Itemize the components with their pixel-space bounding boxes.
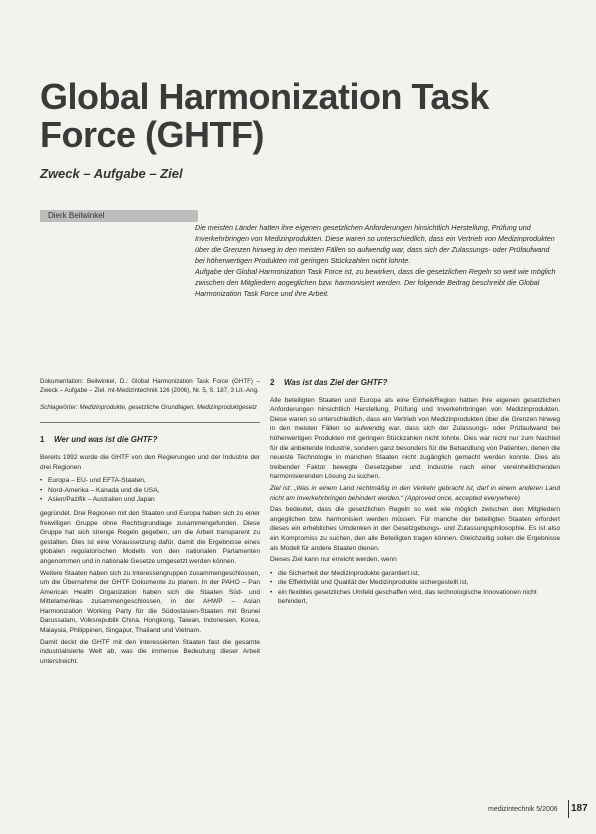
journal-footer: medizintechnik 5/2006 [488, 806, 558, 813]
left-column [40, 378, 260, 668]
paragraph: gegründet. Drei Regionen mit den Staaten und Europa haben sich zu einer freiwilligen Gruppe ohne Rechtsgrundlage zusammengefunden. Diese Gruppe hat sich strenge Regeln gegeben, um die Arbeit transparent zu gestalten. Dies ist eine Voraussetzung dafür, damit die Ergebnisse eines globalen regulatorischen Modells von den nationalen Parlamenten angenommen und in nationale Gesetze umgesetzt werden können. [40, 509, 260, 565]
paragraph: Alle beteiligten Staaten und Europa als eine Einheit/Region hatten ihre eigenen gesetzlichen Anforderungen hinsichtlich Herstellung, Prüfung und Inverkehrbringen von Medizinprodukten. Diese waren so unterschiedlich, dass ein Vertrieb von Medizinprodukten über die Grenzen hinweg in den meisten Fällen so aufwendig war, dass sich der Zulassungs- oder Prüfaufwand bei höherwertigen Produkten mit geringen Stückzahlen nicht lohnte. Dies war nicht nur zum Nachteil für die anbietende Industrie, sondern ganz besonders für die Behandlung von Patienten, denen die neueste Technologie in manchen Staaten nicht zugänglich gemacht werden konnte. Dies als treibender Faktor bewegte Gesetzgeber und Industrie nach einer vereinheitlichenden harmonisierenden Lösung zu suchen. [270, 396, 560, 481]
section-1-heading [40, 435, 260, 445]
list-item: • die Sicherheit der Medizinprodukte garantiert ist, [270, 569, 560, 579]
list-item: • die Effektivität und Qualität der Medizinprodukte sichergestellt ist, [270, 578, 560, 588]
paragraph: Damit deckt die GHTF mit den interessierten Staaten fast die gesamte industrialisierte Welt ab, was die immense Bedeutung dieser Arbeit unterstreicht. [40, 638, 260, 665]
abstract-paragraph: Aufgabe der Global Harmonization Task Force ist, zu bewirken, dass die gesetzlichen Regeln so weit wie möglich zwischen den Mitgliedern angeglichen bzw. harmonisiert werden. Der folgende Beitrag beschreibt die Global Harmonization Task Force und ihre Arbeit. [195, 267, 556, 298]
article-title: Global Harmonization Task Force (GHTF) [40, 76, 489, 155]
abstract [195, 222, 560, 299]
paragraph: Ziel ist: „Was in einem Land rechtmäßig in den Verkehr gebracht ist, darf in einem anderen Land nicht am Inverkehrbringen behindert werden.“ (Approved once, accepted everywhere) [270, 484, 560, 502]
list-item: • Asien/Pazifik – Australien und Japan [40, 495, 260, 505]
section-number: 1 [40, 435, 45, 445]
section-title: Wer und was ist die GHTF? [54, 435, 158, 445]
section-number: 2 [270, 378, 275, 387]
section-2-heading [270, 378, 560, 388]
section-title: Was ist das Ziel der GHTF? [284, 378, 388, 387]
region-list [40, 476, 260, 505]
abstract-paragraph: Die meisten Länder hatten ihre eigenen gesetzlichen Anforderungen hinsichtlich Herstellung, Prüfung und Inverkehrbringen von Medizinprodukten. Diese waren so unterschiedlich, dass ein Vertrieb von Medizinprodukten über die Grenzen hinweg in den meisten Fällen so aufwendig war, dass sich der Zulassungs- oder Prüfaufwand bei höherwertigen Produkten mit geringen Stückzahlen nicht lohnte. [195, 223, 555, 265]
paragraph: Weitere Staaten haben sich zu Interessengruppen zusammengeschlossen, um die Übernahme der GHTF Dokumente zu planen. In der PAHO – Pan American Health Organization haben sich die Staaten Süd- und Mittelamerikas zusammengeschlossen, in der AHWP – Asian Harmonization Working Party für die Südostasien-Staaten mit Brunei Darussalam, Volksrepublik China, Hongkong, Taiwan, Indonesien, Korea, Malaysia, Philippinen, Singapur, Thailand und Vietnam. [40, 569, 260, 635]
list-item: • ein flexibles gesetzliches Umfeld geschaffen wird, das technologische Innovationen nicht behindert, [270, 588, 560, 607]
page-number: 187 [571, 803, 588, 814]
citation: Dokumentation: Beilwinkel, D.: Global Harmonization Task Force (GHTF) – Zweck – Aufgabe – Ziel. mt-Medizintechnik 126 (2006), Nr. 5, S. 187, 3 Lit.-Ang. [40, 378, 260, 394]
right-column [270, 378, 560, 611]
keywords: Schlagwörter: Medizinprodukte, gesetzliche Grundlagen, Medizinproduktgesetz [40, 403, 258, 411]
author-name: Dierk Beilwinkel [48, 211, 105, 220]
list-item: • Europa – EU- und EFTA-Staaten, [40, 476, 260, 486]
list-item: • Nord-Amerika – Kanada und die USA, [40, 486, 260, 496]
paragraph: Das bedeutet, dass die gesetzlichen Regeln so weit wie möglich zwischen den Mitgliedern angeglichen bzw. harmonisiert werden müssen. Für manche der beteiligten Staaten erfordert dieses ein erhebliches Umdenken in der Gesetzgebungs- und Zulassungsphilosophie. Es ist also ein Kompromiss zu suchen, den alle Beteiligten tragen können. Gleichzeitig sollen die Ergebnisse als Modell für andere Staaten dienen. [270, 506, 560, 552]
footer-divider [568, 800, 569, 818]
divider [40, 422, 260, 423]
article-subtitle: Zweck – Aufgabe – Ziel [40, 166, 183, 181]
goal-list [270, 569, 560, 607]
paragraph: Dieses Ziel kann nur erreicht werden, wenn [270, 556, 397, 564]
paragraph: Bereits 1992 wurde die GHTF von den Regierungen und der Industrie der drei Regionen [40, 453, 260, 471]
